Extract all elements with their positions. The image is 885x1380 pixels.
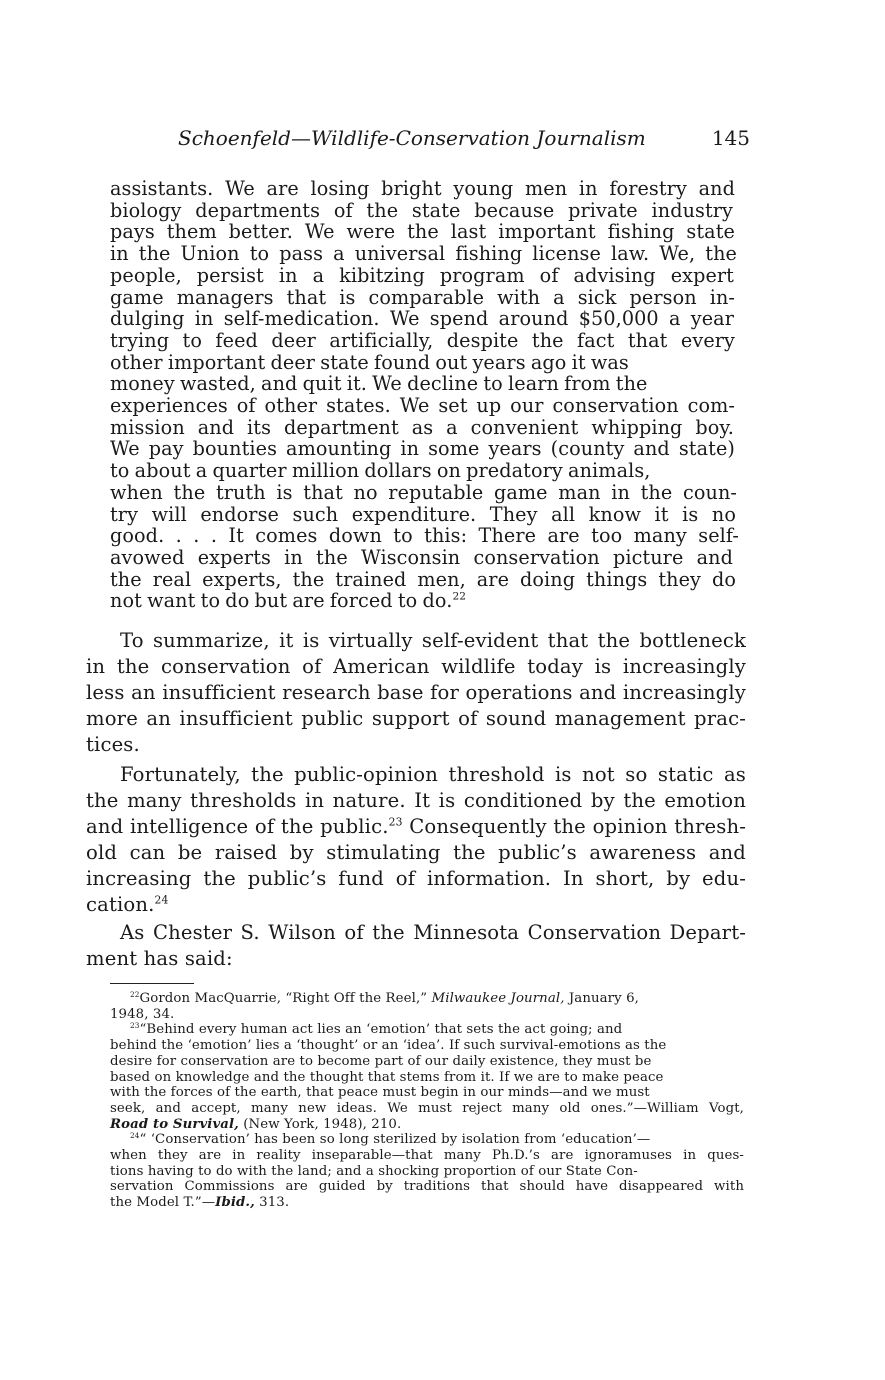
paragraph-text: Consequently the opinion thresh-: [402, 815, 746, 838]
footnote-line: desire for conservation are to become part of our daily existence, they must be: [110, 1053, 652, 1069]
footnote-line: [110, 991, 744, 1007]
paragraph-line: Fortunately, the public-opinion threshold is not so static as: [120, 763, 746, 786]
footnote-line: tions having to do with the land; and a shocking proportion of our State Con-: [110, 1163, 638, 1179]
footnote-text: “Behind every human act lies an ‘emotion’ that sets the act going; and: [139, 1022, 623, 1038]
quote-line: experiences of other states. We set up our conservation com-: [110, 394, 735, 418]
paragraph-line: less an insufficient research base for operations and increasingly: [86, 681, 746, 704]
footnote-24: [110, 1132, 744, 1211]
quote-line: the real experts, the trained men, are doing things they do: [110, 567, 736, 591]
quote-line: people, persist in a kibitzing program of advising expert: [110, 263, 734, 287]
quote-line: money wasted, and quit it. We decline to learn from the: [110, 372, 648, 396]
page-number: 145: [711, 126, 750, 150]
paragraph-line: tices.: [86, 733, 140, 756]
running-title: Schoenfeld—Wildlife-Conservation Journalism: [178, 126, 646, 150]
footnote-ref-23[interactable]: 23: [388, 815, 403, 829]
quote-line: try will endorse such expenditure. They all know it is no: [110, 502, 736, 526]
footnote-22: [110, 991, 744, 1022]
paragraph-line: old can be raised by stimulating the public’s awareness and: [86, 841, 746, 864]
footnote-line: 1948, 34.: [110, 1006, 175, 1022]
footnote-ibid: Ibid.,: [215, 1195, 255, 1211]
footnote-line: servation Commissions are guided by traditions that should have disappeared with: [110, 1179, 744, 1195]
footnotes: [110, 991, 744, 1211]
quote-line: game managers that is comparable with a sick person in-: [110, 285, 735, 309]
footnote-text: Gordon MacQuarrie, “Right Off the Reel,”: [139, 991, 432, 1006]
footnote-text: January 6,: [564, 991, 639, 1006]
quote-line: other important deer state found out years ago it was: [110, 350, 629, 374]
quote-line: to about a quarter million dollars on predatory animals,: [110, 459, 651, 483]
paragraph-line: in the conservation of American wildlife today is increasingly: [86, 655, 746, 678]
quote-line-last: [110, 590, 726, 612]
footnote-23: [110, 1022, 744, 1132]
paragraph-line: [86, 814, 746, 840]
paragraph-text: cation.: [86, 893, 155, 916]
footnote-line: [110, 1195, 744, 1211]
paragraph-wilson: [86, 920, 746, 972]
paragraph-line: As Chester S. Wilson of the Minnesota Conservation Depart-: [120, 921, 746, 944]
footnote-line: seek, and accept, many new ideas. We must reject many old ones.”—William Vogt,: [110, 1100, 744, 1116]
footnote-number: 24: [130, 1131, 140, 1141]
quote-line: dulging in self-medication. We spend around $50,000 a year: [110, 307, 734, 331]
quote-line: when the truth is that no reputable game man in the coun-: [110, 480, 737, 504]
footnote-source-title: Milwaukee Journal,: [431, 991, 565, 1006]
footnote-line: [110, 1022, 744, 1038]
paragraph-line: the many thresholds in nature. It is conditioned by the emotion: [86, 789, 746, 812]
quote-line: We pay bounties amounting in some years (county and state): [110, 437, 735, 461]
footnote-source-title: Road to Survival,: [110, 1116, 239, 1132]
quote-line: pays them better. We were the last important fishing state: [110, 220, 735, 244]
paragraph-line: more an insufficient public support of sound management prac-: [86, 707, 746, 730]
footnote-number: 22: [130, 989, 140, 999]
footnote-divider: [110, 983, 194, 984]
footnote-text: (New York, 1948), 210.: [238, 1116, 402, 1132]
quote-line: in the Union to pass a universal fishing license law. We, the: [110, 242, 737, 266]
block-quote: [110, 177, 739, 613]
paragraph-fortunately: [86, 762, 746, 918]
paragraph-summarize: [86, 628, 746, 758]
quote-line: biology departments of the state because private industry: [110, 198, 733, 222]
quote-line: mission and its department as a convenient whipping boy.: [110, 415, 734, 439]
paragraph-line: ment has said:: [86, 947, 233, 970]
quote-line: avowed experts in the Wisconsin conservation picture and: [110, 545, 733, 569]
footnote-line: [110, 1132, 744, 1148]
footnote-text: the Model T.”—: [110, 1195, 216, 1211]
footnote-line: with the forces of the earth, that peace must begin in our minds—and we must: [110, 1085, 650, 1101]
paragraph-line: To summarize, it is virtually self-evident that the bottleneck: [120, 629, 746, 652]
quote-line: assistants. We are losing bright young men in forestry and: [110, 177, 735, 200]
footnote-text: 313.: [254, 1195, 290, 1211]
footnote-line: behind the ‘emotion’ lies a ‘thought’ or an ‘idea’. If such survival-emotions as the: [110, 1038, 667, 1054]
footnote-line: [110, 1117, 744, 1133]
paragraph-line: increasing the public’s fund of information. In short, by edu-: [86, 867, 746, 890]
paragraph-text: and intelligence of the public.: [86, 815, 389, 838]
paragraph-line: [86, 892, 746, 918]
quote-line-text: not want to do but are forced to do.: [110, 589, 453, 613]
footnote-ref-24[interactable]: 24: [154, 893, 169, 907]
quote-line: good. . . . It comes down to this: There are too many self-: [110, 524, 739, 548]
footnote-line: based on knowledge and the thought that stems from it. If we are to make peace: [110, 1069, 664, 1085]
footnote-number: 23: [130, 1021, 140, 1031]
footnote-line: when they are in reality inseparable—that many Ph.D.’s are ignoramuses in ques-: [110, 1148, 744, 1164]
footnote-ref-22[interactable]: 22: [452, 590, 467, 603]
running-header: [178, 126, 750, 156]
quote-line: trying to feed deer artificially, despite the fact that every: [110, 328, 735, 352]
footnote-text: “ ‘Conservation’ has been so long sterilized by isolation from ‘education’—: [139, 1132, 651, 1148]
